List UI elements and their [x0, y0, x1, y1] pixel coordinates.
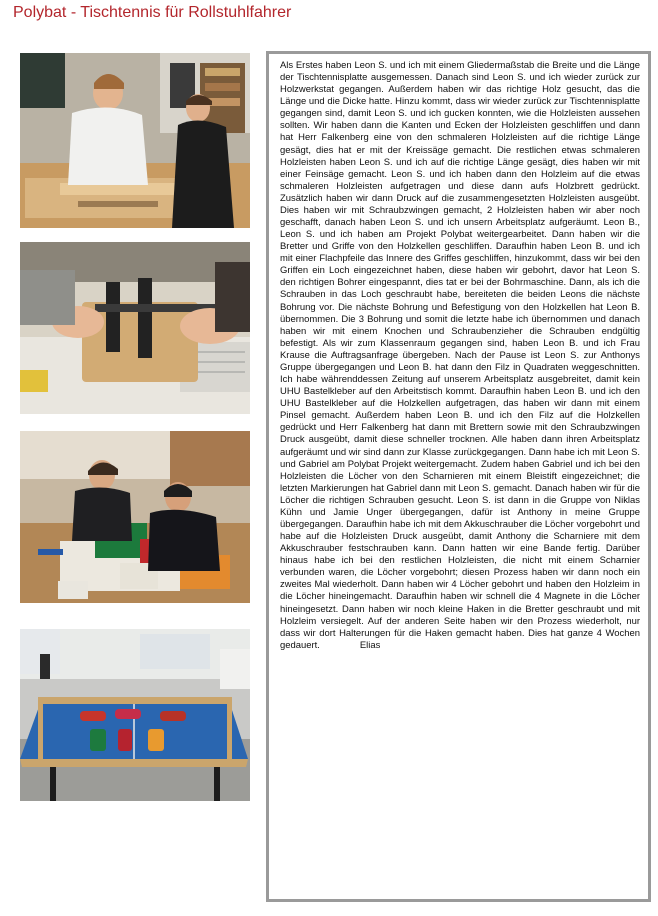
article-author: Elias — [359, 639, 381, 651]
article-box — [266, 51, 651, 902]
clamped-paddle-photo — [20, 242, 250, 414]
workshop-students-sanding-photo — [20, 53, 250, 228]
students-gluing-felt-photo — [20, 431, 250, 603]
polybat-table-photo — [20, 629, 250, 801]
article-body — [280, 60, 640, 652]
page-title: Polybat - Tischtennis für Rollstuhlfahrer — [13, 4, 292, 21]
article-body-text: Als Erstes haben Leon S. und ich mit einem Gliedermaßstab die Breite und die Länge der Tischtennisplatte ausgemessen. Danach sind Leon S. und ich wieder zurück zur Holzwerkstat gegangen. Außerdem haben wir das richtige Holz gesucht, das die Länge und die Dicke hatte. Hinzu kommt, dass wir wieder zurück zur Tischtennisplatte gegangen sind, damit Leon S. und ich gucken konnten, wie die Holzleisten aussehen sollten. Wir haben dann die Kanten und Ecken der Holzleisten geschliffen und dann hat Herr Falkenberg eine von den schmaleren Holzleisten auf die richtige Länge gesägt, dies hat er mit der Kreissäge gemacht. Die restlichen etwas schmaleren Holzleisten haben Leon S. und ich auf die richtige Länge gesägt, dies haben wir mit einer Feinsäge gemacht. Leon S. und ich haben dann den Holzleim auf die etwas schmaleren Holzleisten aufgetragen und diese dann aufs Holzbrett gedrückt. Zusätzlich haben wir dann Druck auf die zusammengesetzten Holzleisten ausgeübt. Dies haben wir mit Schraubzwingen gemacht, 2 Holzleisten haben wir aber noch geschafft, danach haben Leon S. und ich unsern Arbeitsplatz aufgeräumt. Leon B., Leon S. und ich haben am Projekt Polybat weitergearbeitet. Dann haben wir die Bretter und Griffe von den Holzkellen geschliffen. Daraufhin haben Leon B. und ich mit einer Flachpfeile das Innere des Griffes geschliffen, hinzukommt, dass wir bei den Griffen ein Loch eingezeichnet haben, diese haben wir gebohrt, davor hat Leon S. den richtigen Bohrer eingespannt, dies tat er bei der Bohrmaschine. Dann, als ich die Schrauben in das Loch geschraubt habe, bereiteten die beiden Leons die nächste Bohrung vor. Die nächste Bohrung und Befestigung von den Holzkellen hat Leon B. übernommen. Die 3 Bohrung und somit die letzte habe ich übernommen und danach haben wir mit einem Knochen und Schraubenzieher die Schrauben endgültig befestigt. Als wir zum Klassenraum gegangen sind, haben Leon B. und ich Frau Krause die Auftragsanfrage übergeben. Nach der Pause ist Leon S. zur Anthonys Gruppe übergegangen und Leon B. hat dann den Filz in Quadraten weggeschnitten. Ich habe währenddessen Zeitung auf unserem Arbeitsplatz ausgebreitet, damit kein UHU Bastelkleber auf den Arbeitstisch kommt. Daraufhin haben Leon B. und ich den UHU Bastelkleber auf die Holzkellen aufgetragen, das haben wir dann mit einem Pinsel gemacht. Außerdem haben Leon B. und ich den Filz auf die Holzkellen gedrückt und Herr Falkenberg hat dann mit Brettern sowie mit den Schraubzwingen Druck ausgeübt, damit diese schneller trocknen. Alle haben dann ihren Arbeitsplatz aufgeräumt und wir sind dann zur Klasse zurückgegangen. Dann habe ich mit Leon S. und Gabriel am Polybat Projekt weitergemacht. Zudem haben Gabriel und ich bei den Holzleisten die Löcher von den Scharnieren mit einem Bleistift eingezeichnet; die letzten Markierungen hat Gabriel dann mit Leon S. gemacht. Danach haben wir für die Löcher die richtigen Schrauben gesucht. Leon S. ist dann in die Gruppe von Niklas Kühn und Jamie Unger übergegangen, dafür ist Anthony in meine Gruppe übergegangen. Daraufhin habe ich mit dem Akkuschrauber die Löcher vorgebohrt und habe auf die Holzleisten Druck ausgeübt, damit Anthony die Scharniere mit dem Akkuschrauber festschrauben kann. Dann hatten wir eine Bande fertig. Darüber hinaus habe ich bei den restlichen Holzleisten, die nicht mit einem Scharnier verbunden waren, die Löcher vorgebohrt; diesen Prozess haben wir dann noch ein zweites Mal wiederholt. Dann haben wir 4 Löcher gebohrt und haben den Holzleim in die Löcher hineingemacht. Daraufhin haben wir schnell die 4 Magnete in die Löcher hineingesetzt. Dann haben wir noch kleine Haken in die Bretter geschraubt und mit Holzleim versiegelt. Auf der anderen Seite haben wir den Prozess wiederholt, nur dass wir dort Halterungen für die Haken gemacht haben. Dies hat ganze 4 Wochen gedauert. — [280, 60, 640, 651]
